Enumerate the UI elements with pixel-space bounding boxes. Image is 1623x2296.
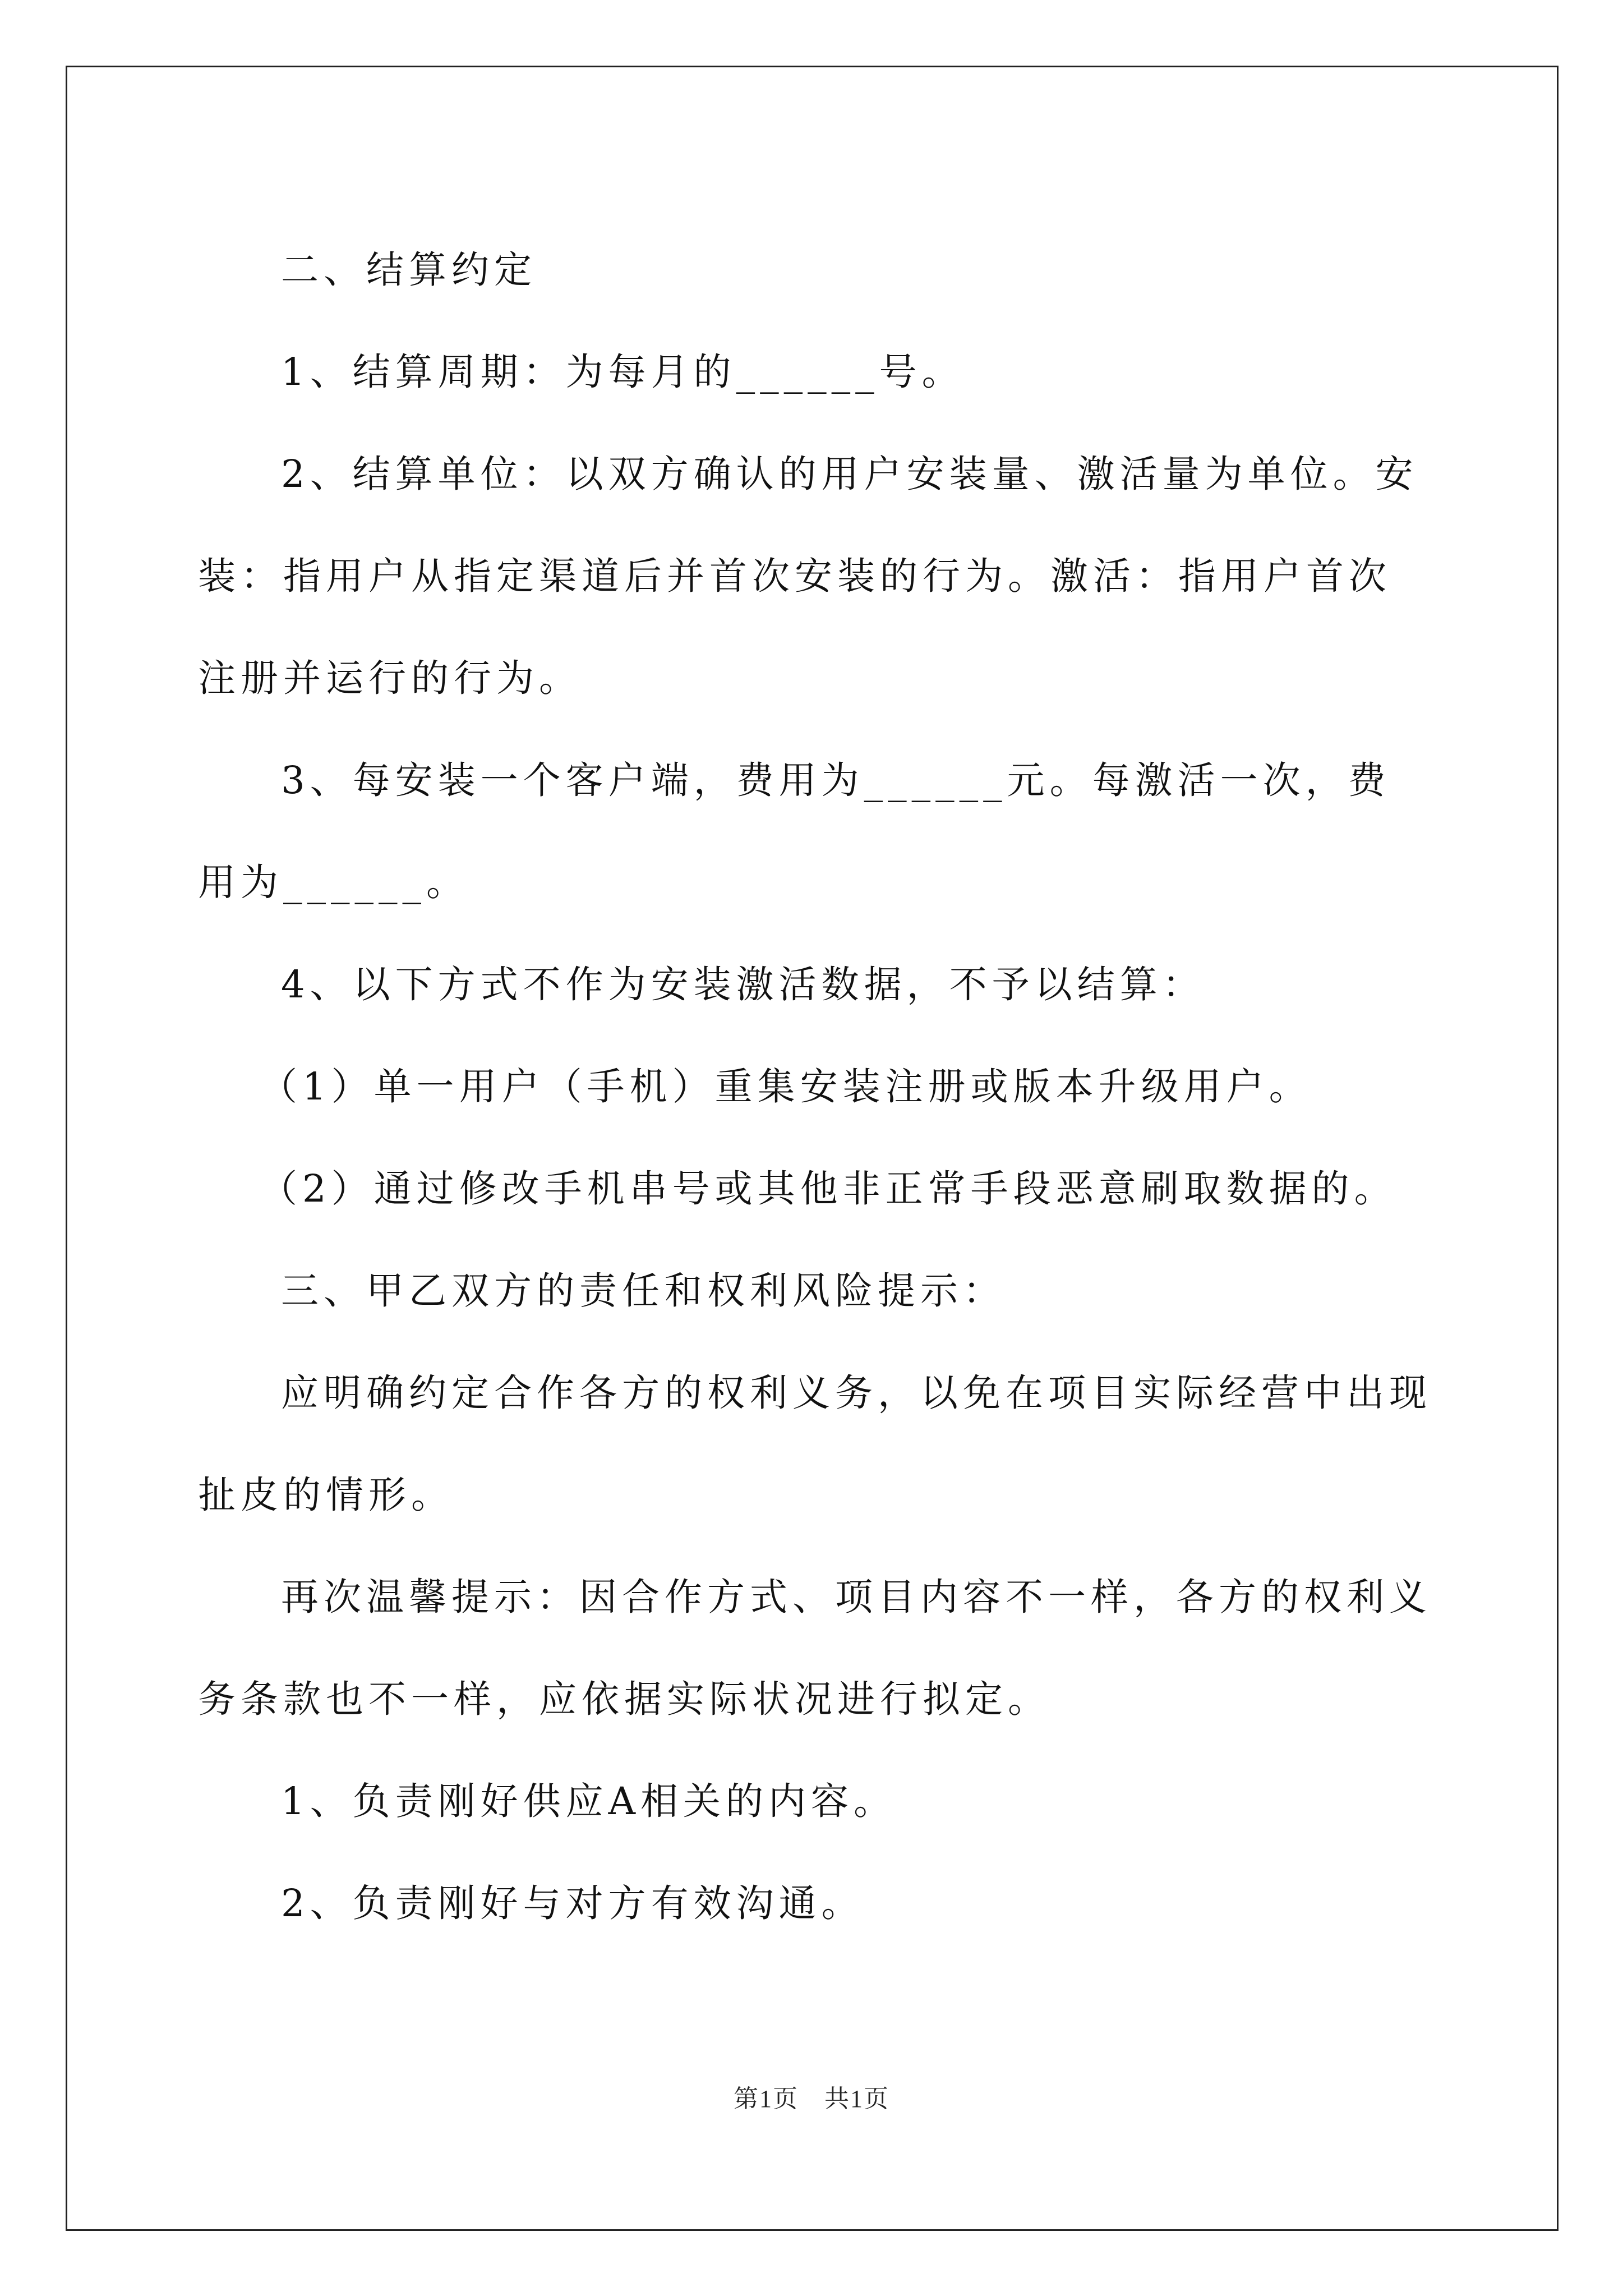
responsibility-item-1: 1、负责刚好供应A相关的内容。 bbox=[281, 1779, 897, 1823]
document-body bbox=[198, 219, 1432, 1954]
exclusion-item-1: （1）单一用户（手机）重集安装注册或版本升级用户。 bbox=[260, 1065, 1312, 1108]
section-heading-responsibilities: 三、甲乙双方的责任和权利风险提示： bbox=[281, 1269, 1006, 1313]
responsibility-item-2: 2、负责刚好与对方有效沟通。 bbox=[281, 1881, 864, 1925]
page-number-total: 共1页 bbox=[824, 2085, 889, 2113]
page-footer bbox=[0, 2082, 1623, 2116]
clause-exclusions: 4、以下方式不作为安装激活数据，不予以结算： bbox=[281, 963, 1205, 1006]
clause-settlement-period: 1、结算周期：为每月的______号。 bbox=[281, 350, 965, 394]
paragraph-rights-obligations: 应明确约定合作各方的权利义务，以免在项目实际经营中出现扯皮的情形。 bbox=[198, 1371, 1432, 1517]
page-number-current: 第1页 bbox=[734, 2085, 799, 2113]
clause-settlement-unit: 2、结算单位：以双方确认的用户安装量、激活量为单位。安装：指用户从指定渠道后并首次安装的行为。激活：指用户首次注册并运行的行为。 bbox=[198, 452, 1418, 700]
paragraph-reminder: 再次温馨提示：因合作方式、项目内容不一样，各方的权利义务条款也不一样，应依据实际状况进行拟定。 bbox=[198, 1575, 1432, 1721]
section-heading-settlement: 二、结算约定 bbox=[281, 248, 537, 292]
exclusion-item-2: （2）通过修改手机串号或其他非正常手段恶意刷取数据的。 bbox=[260, 1167, 1397, 1211]
clause-fees: 3、每安装一个客户端，费用为______元。每激活一次，费用为______。 bbox=[198, 758, 1391, 904]
